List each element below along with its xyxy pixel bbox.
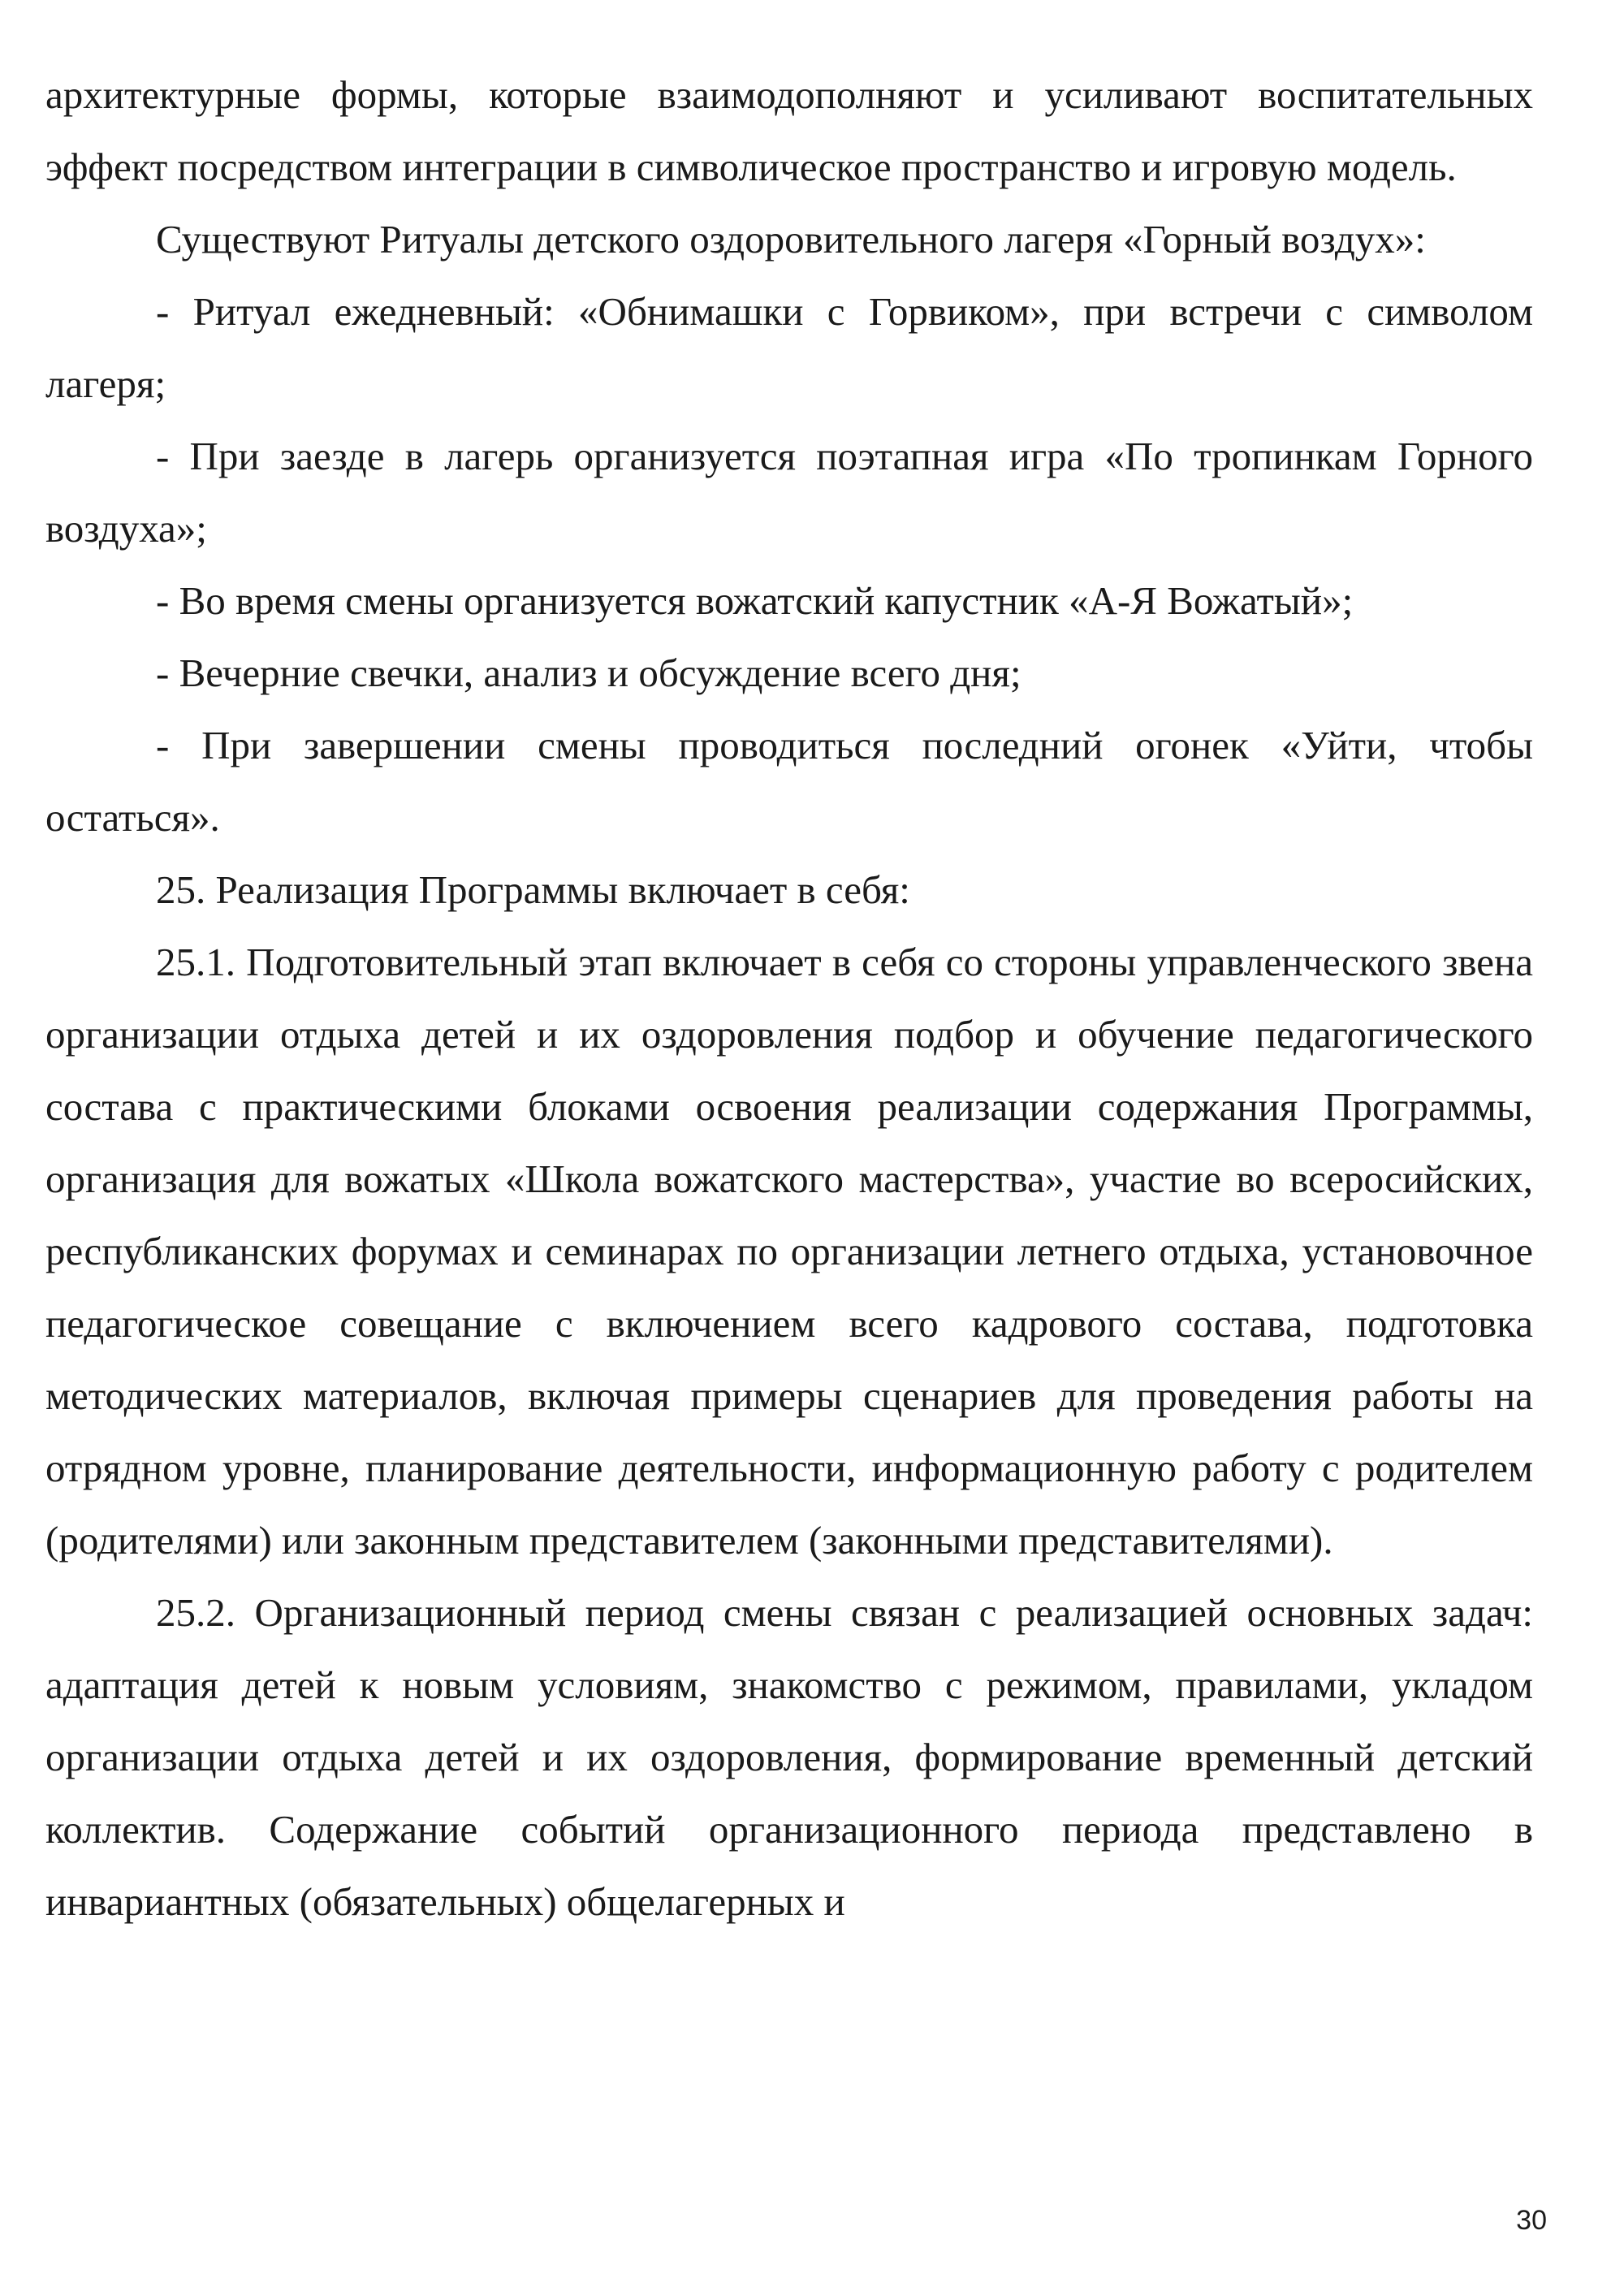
document-page	[45, 58, 1533, 1938]
paragraph-9: 25.1. Подготовительный этап включает в себя со стороны управленческого звена организации отдыха детей и их оздоровления подбор и обучение педагогического состава с практическими блоками освоения реализации содержания Программы, организация для вожатых «Школа вожатского мастерства», участие во всеросийских, республиканских форумах и семинарах по организации летнего отдыха, установочное педагогическое совещание с включением всего кадрового состава, подготовка методических материалов, включая примеры сценариев для проведения работы на отрядном уровне, планирование деятельности, информационную работу с родителем (родителями) или законным представителем (законными представителями).	[45, 940, 1533, 1563]
page-number: 30	[1516, 2205, 1547, 2236]
paragraph-7: - При завершении смены проводиться последний огонек «Уйти, чтобы остаться».	[45, 723, 1533, 840]
paragraph-10: 25.2. Организационный период смены связан с реализацией основных задач: адаптация детей к новым условиям, знакомство с режимом, правилами, укладом организации отдыха детей и их оздоровления, формирование временный детский коллектив. Содержание событий организационного периода представлено в инвариантных (обязательных) общелагерных и	[45, 1590, 1533, 1924]
paragraph-8: 25. Реализация Программы включает в себя:	[156, 867, 910, 912]
paragraph-5: - Во время смены организуется вожатский капустник «А-Я Вожатый»;	[156, 578, 1354, 623]
paragraph-1: архитектурные формы, которые взаимодополняют и усиливают воспитательных эффект посредством интеграции в символическое пространство и игровую модель.	[45, 72, 1533, 189]
paragraph-4: - При заезде в лагерь организуется поэтапная игра «По тропинкам Горного воздуха»;	[45, 434, 1533, 551]
paragraph-6: - Вечерние свечки, анализ и обсуждение всего дня;	[156, 651, 1021, 695]
paragraph-3: - Ритуал ежедневный: «Обнимашки с Горвиком», при встречи с символом лагеря;	[45, 289, 1533, 406]
paragraph-2: Существуют Ритуалы детского оздоровительного лагеря «Горный воздух»:	[156, 217, 1426, 262]
